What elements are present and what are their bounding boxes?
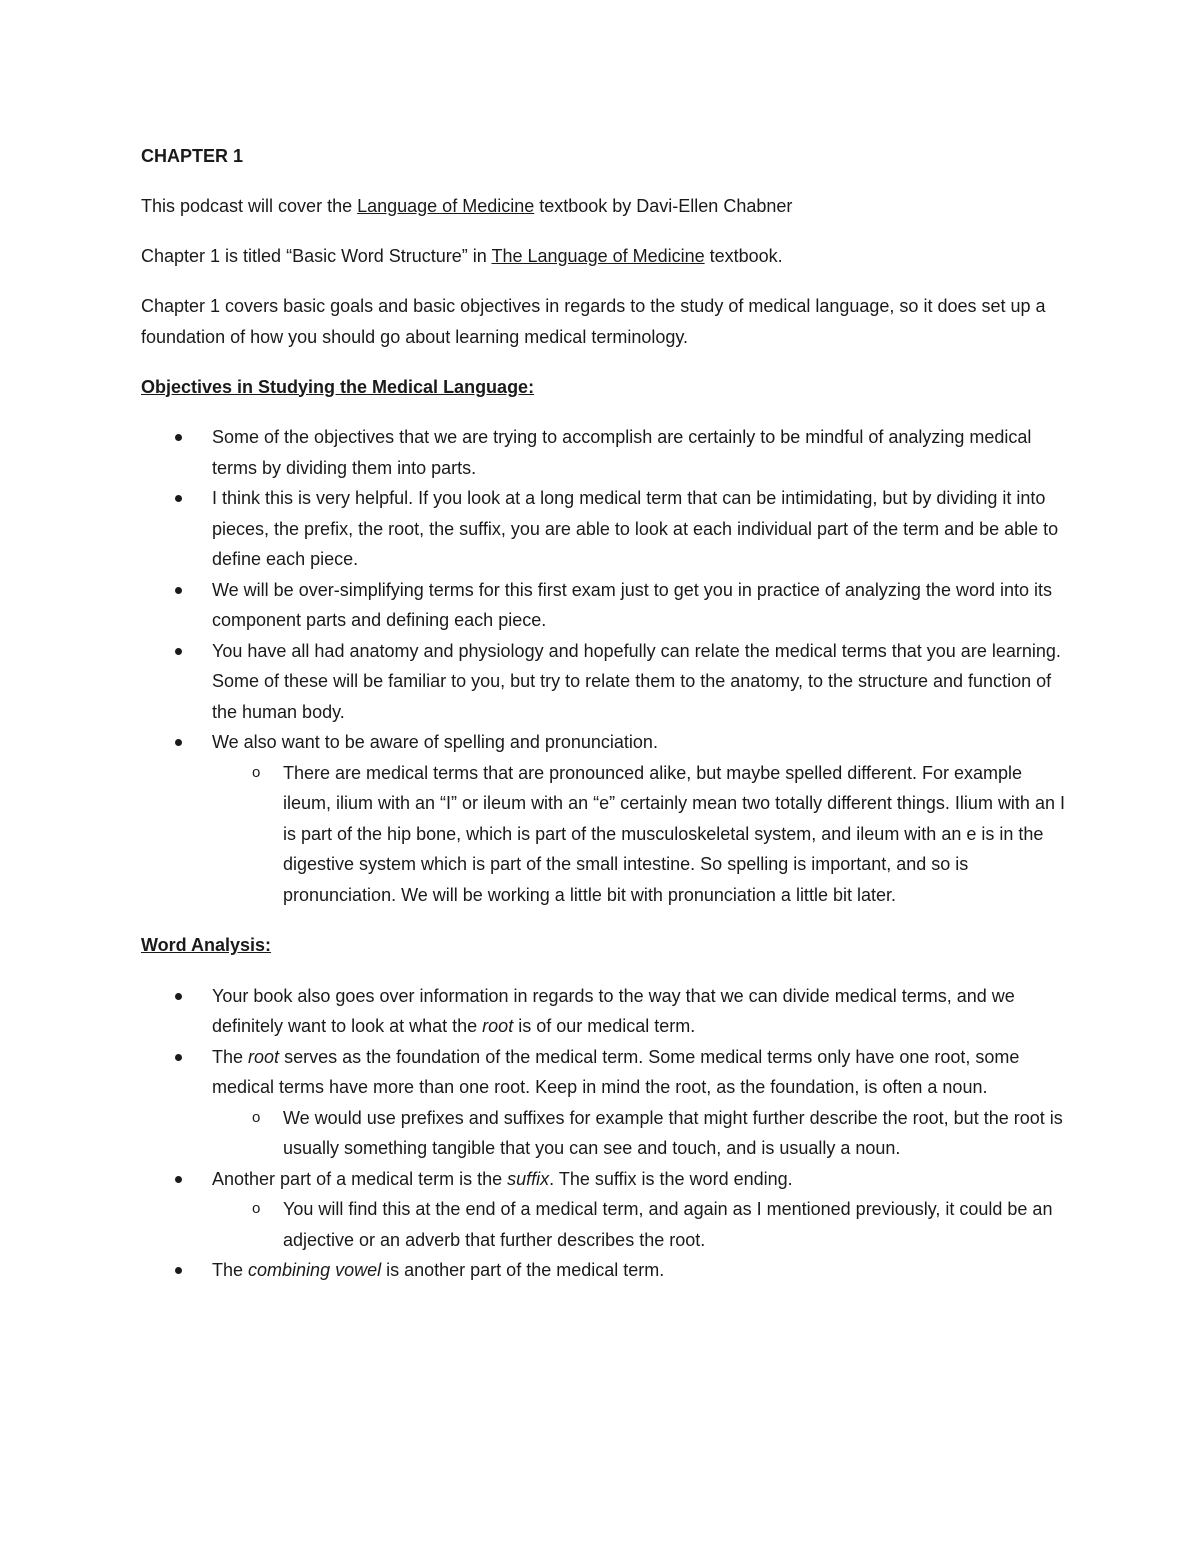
bullet-icon [175,648,182,655]
intro-2-text-end: textbook. [704,246,783,266]
bullet-icon [175,587,182,594]
list-item [141,1164,1066,1256]
list-item-text: The [212,1260,249,1280]
emphasis-term: root [482,1016,514,1036]
emphasis-term: root [248,1046,280,1067]
intro-2-text: Chapter 1 is titled “Basic Word Structure” in [141,246,492,266]
section-heading-word-analysis: Word Analysis: [141,935,272,955]
bullet-icon [175,1267,182,1274]
intro-1-text-end: textbook by Davi-Ellen Chabner [534,196,793,216]
bullet-icon [175,495,182,502]
list-item-text: You have all had anatomy and physiology and hopefully can relate the medical terms that you are learning. Some of these will be familiar to you, but try to relate them to the anatomy, to the structure and function of the human body. [212,640,1061,722]
chapter-heading: CHAPTER 1 [141,146,244,166]
intro-paragraph-2 [141,241,1066,272]
bullet-icon [175,1176,182,1183]
list-item-text-end: . The suffix is the word ending. [549,1168,793,1189]
list-item-text: The [212,1046,249,1067]
bullet-icon [175,739,182,746]
list-item [141,422,1066,483]
list-item-text: We will be over-simplifying terms for this first exam just to get you in practice of analyzing the word into its component parts and defining each piece. [212,579,1052,630]
sub-list-item-text: We would use prefixes and suffixes for example that might further describe the root, but the root is usually something tangible that you can see and touch, and is usually a noun. [283,1107,1063,1158]
list-item [141,483,1066,575]
circle-bullet-icon: o [252,763,261,781]
sub-list-item [212,1103,1066,1164]
sub-list-item [212,1194,1066,1255]
list-item-text: Your book also goes over information in regards to the way that we can divide medical terms, and we definitely want to look at what the [212,985,1015,1036]
list-item [141,1255,1066,1286]
list-item-text-end: serves as the foundation of the medical term. Some medical terms only have one root, some medical terms have more than one root. Keep in mind the root, as the foundation, is often a noun. [212,1046,1020,1097]
intro-1-text: This podcast will cover the [141,196,358,216]
circle-bullet-icon: o [252,1200,261,1217]
sub-list [212,1103,1066,1164]
list-item [141,575,1066,636]
list-item-text: Another part of a medical term is the [212,1168,508,1189]
list-item [141,1042,1066,1164]
emphasis-term: suffix [507,1168,550,1189]
sub-list-item-text: There are medical terms that are pronounced alike, but maybe spelled different. For example ileum, ilium with an “I” or ileum with an “e” certainly mean two totally different things. Ilium with an I is part of the hip bone, which is part of the musculoskeletal system, and ileum with an e is in the digestive system which is part of the small intestine. So spelling is important, and so is pronunciation. We will be working a little bit with pronunciation a little bit later. [283,762,1065,905]
bullet-icon [175,993,182,1000]
section-heading-objectives: Objectives in Studying the Medical Language: [141,376,535,397]
list-item-text: Some of the objectives that we are trying to accomplish are certainly to be mindful of analyzing medical terms by dividing them into parts. [212,427,1032,478]
list-item [141,981,1066,1042]
emphasis-term: combining vowel [248,1260,382,1280]
word-analysis-list [141,981,1066,1286]
sub-list-item-text: You will find this at the end of a medical term, and again as I mentioned previously, it could be an adjective or an adverb that further describes the root. [283,1199,1053,1250]
book-title: Language of Medicine [357,196,535,216]
intro-paragraph-3: Chapter 1 covers basic goals and basic objectives in regards to the study of medical language, so it does set up a foundation of how you should go about learning medical terminology. [141,296,1046,347]
list-item-text-end: is another part of the medical term. [381,1260,665,1280]
list-item [141,727,1066,910]
sub-list [212,1194,1066,1255]
bullet-icon [175,1054,182,1061]
intro-paragraph-1 [141,191,1066,222]
sub-list-item [212,758,1066,911]
document-page [141,141,1066,1306]
list-item-text: We also want to be aware of spelling and pronunciation. [212,732,658,752]
sub-list [212,758,1066,911]
list-item [141,636,1066,728]
bullet-icon [175,434,182,441]
objectives-list [141,422,1066,910]
list-item-text-end: is of our medical term. [513,1016,696,1036]
circle-bullet-icon: o [252,1108,261,1126]
list-item-text: I think this is very helpful. If you look at a long medical term that can be intimidating, but by dividing it into pieces, the prefix, the root, the suffix, you are able to look at each individual part of the term and be able to define each piece. [212,488,1059,569]
book-title: The Language of Medicine [491,246,705,266]
